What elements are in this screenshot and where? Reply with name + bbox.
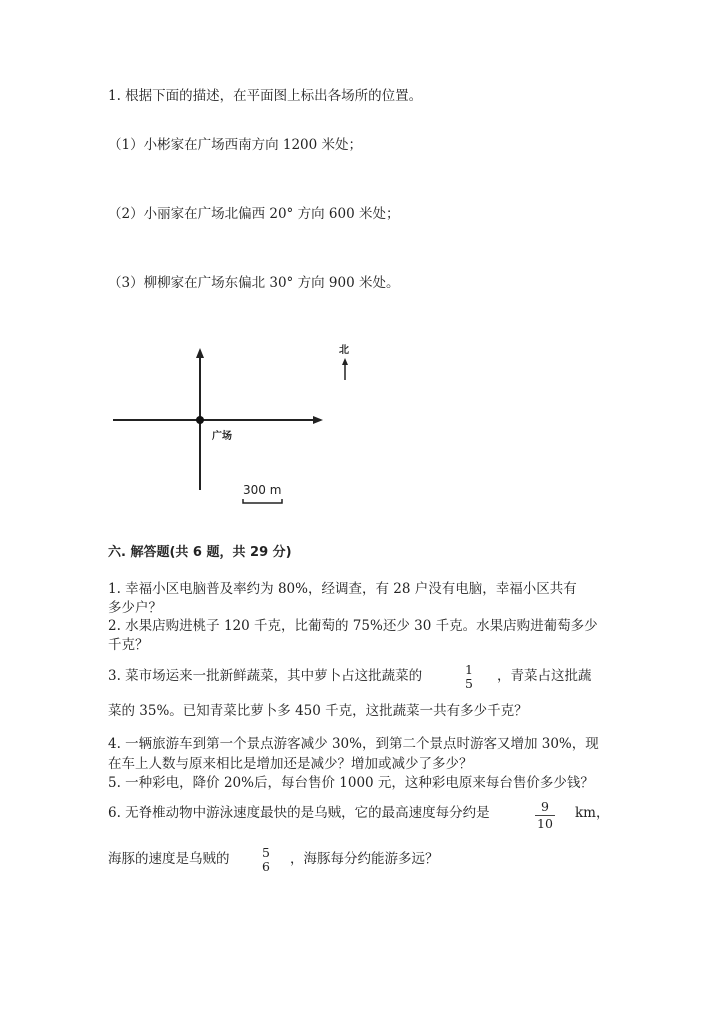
problem-3-text: ，青菜占这批蔬: [497, 668, 592, 684]
square-point: [196, 416, 204, 424]
numerator: 5: [262, 845, 270, 860]
denominator: 6: [262, 859, 270, 874]
problem-5-line: 5. 一种彩电，降价 20%后，每台售价 1000 元，这种彩电原来每台售价多少钱？: [108, 775, 594, 791]
problem-2-line: 千克？: [108, 637, 149, 653]
fraction-9-10: [535, 800, 555, 831]
problem-6-text: 6. 无脊椎动物中游泳速度最快的是乌贼，它的最高速度每分约是: [108, 805, 490, 821]
axis-arrowhead: [313, 416, 323, 424]
question-1-item: （1）小彬家在广场西南方向 1200 米处；: [108, 137, 363, 153]
axis-arrowhead: [196, 348, 204, 358]
numerator: 1: [465, 662, 473, 677]
square-label: 广场: [212, 431, 232, 442]
north-label: 北: [339, 345, 349, 356]
scale-label: 300 m: [243, 483, 282, 497]
problem-1-line: 多少户？: [108, 600, 162, 616]
problem-3-line: 菜的 35%。已知青菜比萝卜多 450 千克，这批蔬菜一共有多少千克？: [108, 703, 528, 719]
problem-4-line: 4. 一辆旅游车到第一个景点游客减少 30%，到第二个景点时游客又增加 30%，现: [108, 736, 599, 752]
question-1-title: 1. 根据下面的描述，在平面图上标出各场所的位置。: [108, 88, 423, 104]
unit-km: km，: [575, 805, 610, 821]
section-title: 六. 解答题(共 6 题，共 29 分): [108, 545, 292, 560]
question-1-item: （3）柳柳家在广场东偏北 30° 方向 900 米处。: [108, 275, 400, 291]
problem-3-text: 3. 菜市场运来一批新鲜蔬菜，其中萝卜占这批蔬菜的: [108, 668, 423, 684]
problem-6-text: ，海豚每分约能游多远？: [290, 851, 439, 867]
denominator: 5: [465, 676, 473, 691]
problem-4-line: 在车上人数与原来相比是增加还是减少？增加或减少了多少？: [108, 756, 473, 772]
problem-6-text: 海豚的速度是乌贼的: [108, 851, 230, 867]
fraction-5-6: [260, 846, 272, 874]
denominator: 10: [537, 816, 553, 831]
problem-2-line: 2. 水果店购进桃子 120 千克，比葡萄的 75%还少 30 千克。水果店购进葡萄多少: [108, 618, 598, 634]
numerator: 9: [541, 799, 549, 814]
problem-1-line: 1. 幸福小区电脑普及率约为 80%，经调查，有 28 户没有电脑，幸福小区共有: [108, 581, 577, 597]
fraction-1-5: [463, 663, 475, 691]
question-1-item: （2）小丽家在广场北偏西 20° 方向 600 米处；: [108, 206, 400, 222]
